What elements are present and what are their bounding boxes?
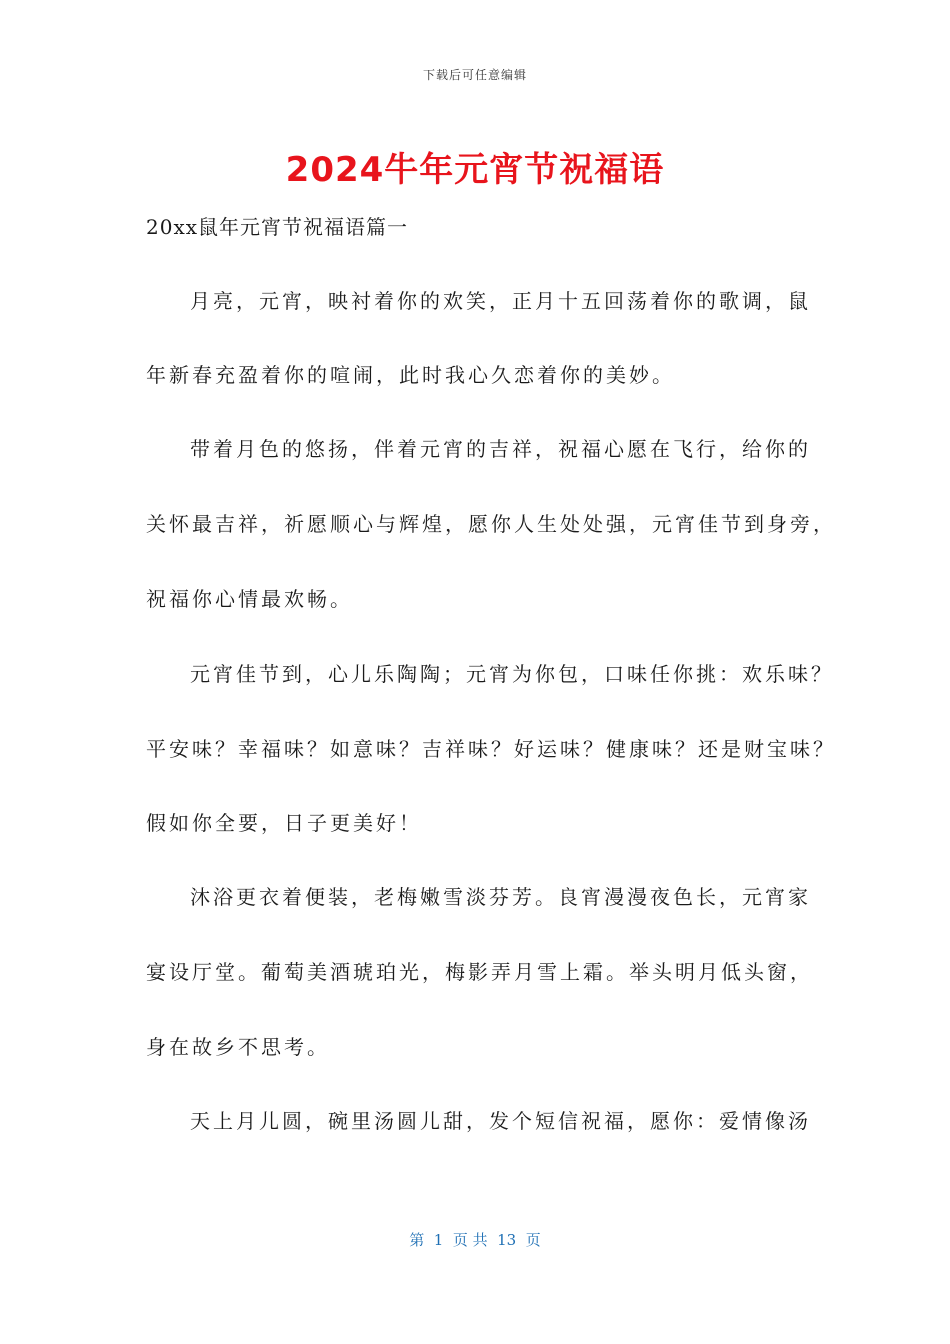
- paragraph-line: 祝福你心情最欢畅。: [146, 587, 353, 611]
- paragraph-line: 沐浴更衣着便装，老梅嫩雪淡芬芳。良宵漫漫夜色长，元宵家: [190, 885, 811, 909]
- paragraph-line: 天上月儿圆，碗里汤圆儿甜，发个短信祝福，愿你：爱情像汤: [190, 1109, 811, 1133]
- document-title: 2024牛年元宵节祝福语: [285, 150, 665, 190]
- paragraph-line: 元宵佳节到，心儿乐陶陶；元宵为你包，口味任你挑：欢乐味？: [190, 662, 834, 686]
- paragraph-line: 宴设厅堂。葡萄美酒琥珀光，梅影弄月雪上霜。举头明月低头窗，: [146, 960, 813, 984]
- page-header-note: 下载后可任意编辑: [422, 68, 527, 82]
- paragraph-line: 年新春充盈着你的喧闹，此时我心久恋着你的美妙。: [146, 363, 675, 387]
- paragraph-line: 平安味？幸福味？如意味？吉祥味？好运味？健康味？还是财宝味？: [146, 737, 836, 761]
- page-number-footer: 第 1 页 共 13 页: [409, 1231, 541, 1249]
- paragraph-line: 带着月色的悠扬，伴着元宵的吉祥，祝福心愿在飞行，给你的: [190, 437, 811, 461]
- paragraph-line: 身在故乡不思考。: [146, 1035, 330, 1059]
- section-subtitle: 20xx鼠年元宵节祝福语篇一: [146, 215, 409, 239]
- paragraph-line: 假如你全要，日子更美好！: [146, 811, 422, 835]
- paragraph-line: 月亮，元宵，映衬着你的欢笑，正月十五回荡着你的歌调，鼠: [190, 289, 811, 313]
- paragraph-line: 关怀最吉祥，祈愿顺心与辉煌，愿你人生处处强，元宵佳节到身旁，: [146, 512, 836, 536]
